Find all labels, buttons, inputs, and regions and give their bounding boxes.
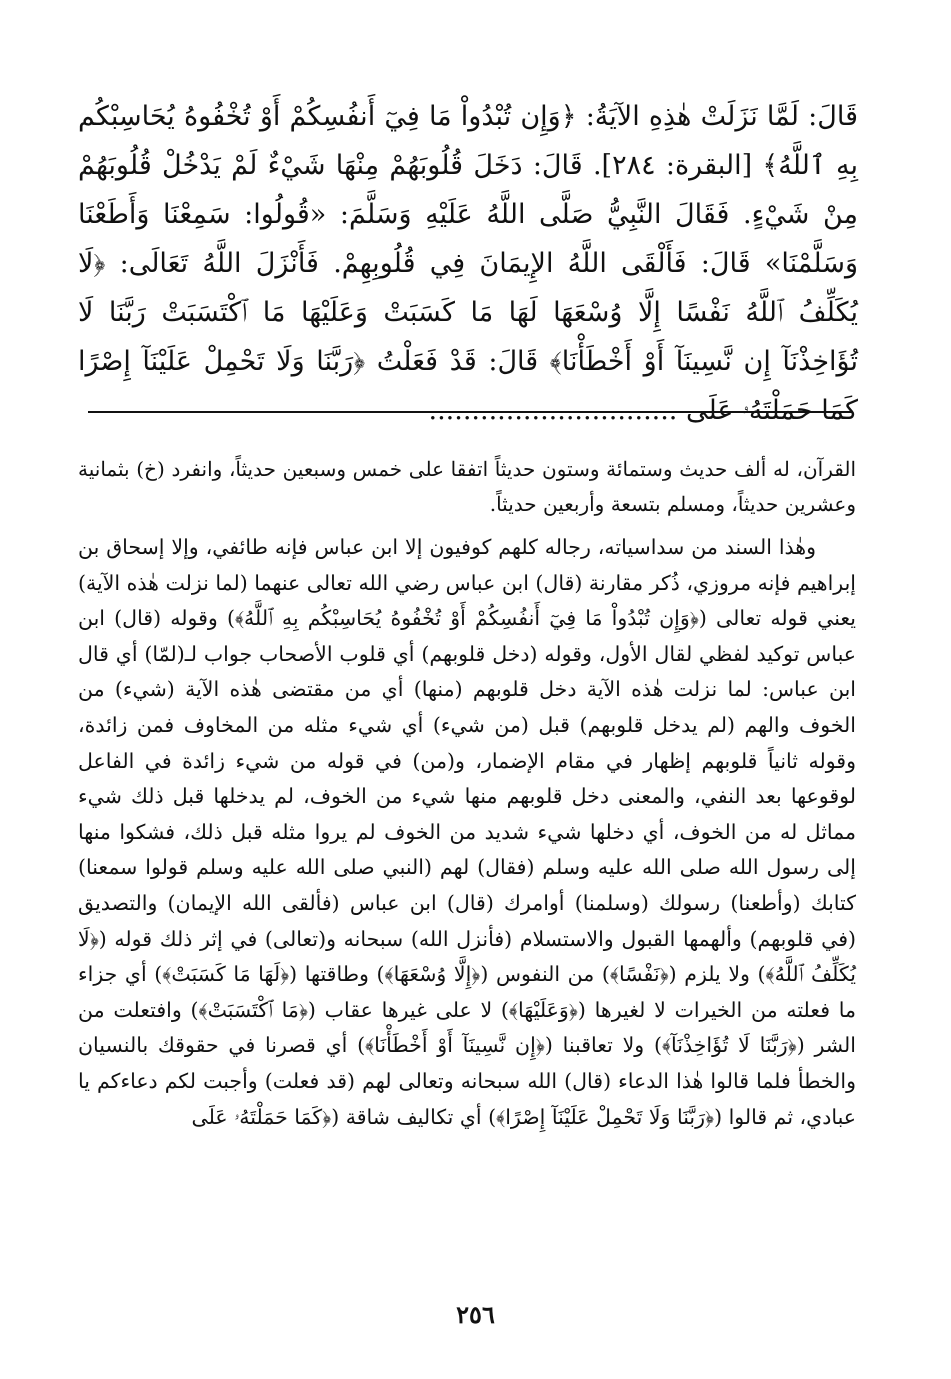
footnote-text: القرآن، له ألف حديث وستمائة وستون حديثاً اتفقا على خمس وسبعين حديثاً، وانفرد (خ) بثمانية وعشرين حديثاً، ومسلم بتسعة وأربعين حديثاً. [78,457,856,516]
hadith-text-block [78,92,858,435]
footnote-block [78,452,856,522]
page-number: ٢٥٦ [456,1300,495,1329]
footnote-divider [88,411,853,413]
commentary-block [78,530,856,1135]
hadith-text: قَالَ: لَمَّا نَزَلَتْ هٰذِهِ الآيَةُ: ﴿وَإِن تُبْدُواْ مَا فِيٓ أَنفُسِكُمْ أَوْ تُخْفُوهُ يُحَاسِبْكُم بِهِ ٱللَّهُ﴾ [البقرة: ٢٨٤]. قَالَ: دَخَلَ قُلُوبَهُمْ مِنْهَا شَيْءٌ لَمْ يَدْخُلْ قُلُوبَهُمْ مِنْ شَيْءٍ. فَقَالَ النَّبِيُّ صَلَّى اللَّهُ عَلَيْهِ وَسَلَّمَ: «قُولُوا: سَمِعْنَا وَأَطَعْنَا وَسَلَّمْنَا» قَالَ: فَأَلْقَى اللَّهُ الإِيمَانَ فِي قُلُوبِهِمْ. فَأَنْزَلَ اللَّهُ تَعَالَى: ﴿لَا يُكَلِّفُ ٱللَّهُ نَفْسًا إِلَّا وُسْعَهَا لَهَا مَا كَسَبَتْ وَعَلَيْهَا مَا ٱكْتَسَبَتْ رَبَّنَا لَا تُؤَاخِذْنَآ إِن نَّسِينَآ أَوْ أَخْطَأْنَا﴾ قَالَ: قَدْ فَعَلْتُ ﴿رَبَّنَا وَلَا تَحْمِلْ عَلَيْنَآ إِصْرًا كَمَا حَمَلْتَهُۥ عَلَى ............................. [78,101,859,426]
commentary-text: وهٰذا السند من سداسياته، رجاله كلهم كوفيون إلا ابن عباس فإنه طائفي، وإلا إسحاق بن إبراهيم فإنه مروزي، ذُكر مقارنة (قال) ابن عباس رضي الله تعالى عنهما (لما نزلت هٰذه الآية) يعني قوله تعالى (﴿وَإِن تُبْدُواْ مَا فِيٓ أَنفُسِكُمْ أَوْ تُخْفُوهُ يُحَاسِبْكُم بِهِ ٱللَّهُ﴾) وقوله (قال) ابن عباس توكيد لفظي لقال الأول، وقوله (دخل قلوبهم) أي قلوب الأصحاب جواب لـ(لمّا) أي قال ابن عباس: لما نزلت هٰذه الآية دخل قلوبهم (منها) أي من مقتضى هٰذه الآية (شيء) من الخوف والهم (لم يدخل قلوبهم) قبل (من شيء) أي شيء مثله من المخاوف فمن زائدة، وقوله ثانياً قلوبهم إظهار في مقام الإضمار، و(من) في قوله من شيء زائدة في الفاعل لوقوعها بعد النفي، والمعنى دخل قلوبهم منها شيء من الخوف، لم يدخلها قبل ذلك شيء مماثل له من الخوف، أي دخلها شيء شديد من الخوف لم يروا مثله قبل ذلك، فشكوا منها إلى رسول الله صلى الله عليه وسلم (فقال) لهم (النبي صلى الله عليه وسلم قولوا سمعنا) كتابك (وأطعنا) رسولك (وسلمنا) أوامرك (قال) ابن عباس (فألقى الله الإيمان) والتصديق (في قلوبهم) وألهمها القبول والاستسلام (فأنزل الله) سبحانه و(تعالى) في إثر ذلك قوله (﴿لَا يُكَلِّفُ ٱللَّهُ﴾) ولا يلزم (﴿نَفْسًا﴾) من النفوس (﴿إِلَّا وُسْعَهَا﴾) وطاقتها (﴿لَهَا مَا كَسَبَتْ﴾) أي جزاء ما فعلته من الخيرات لا لغيرها (﴿وَعَلَيْهَا﴾) لا على غيرها عقاب (﴿مَا ٱكْتَسَبَتْ﴾) وافتعلت من الشر (﴿رَبَّنَا لَا تُؤَاخِذْنَآ﴾) ولا تعاقبنا (﴿إِن نَّسِينَآ أَوْ أَخْطَأْنَا﴾) أي قصرنا في حقوقك بالنسيان والخطأ فلما قالوا هٰذا الدعاء (قال) الله سبحانه وتعالى لهم (قد فعلت) وأجبت لكم دعاءكم يا عبادي، ثم قالوا (﴿رَبَّنَا وَلَا تَحْمِلْ عَلَيْنَآ إِصْرًا﴾) أي تكاليف شاقة (﴿كَمَا حَمَلْتَهُۥ عَلَى [78,535,857,1129]
